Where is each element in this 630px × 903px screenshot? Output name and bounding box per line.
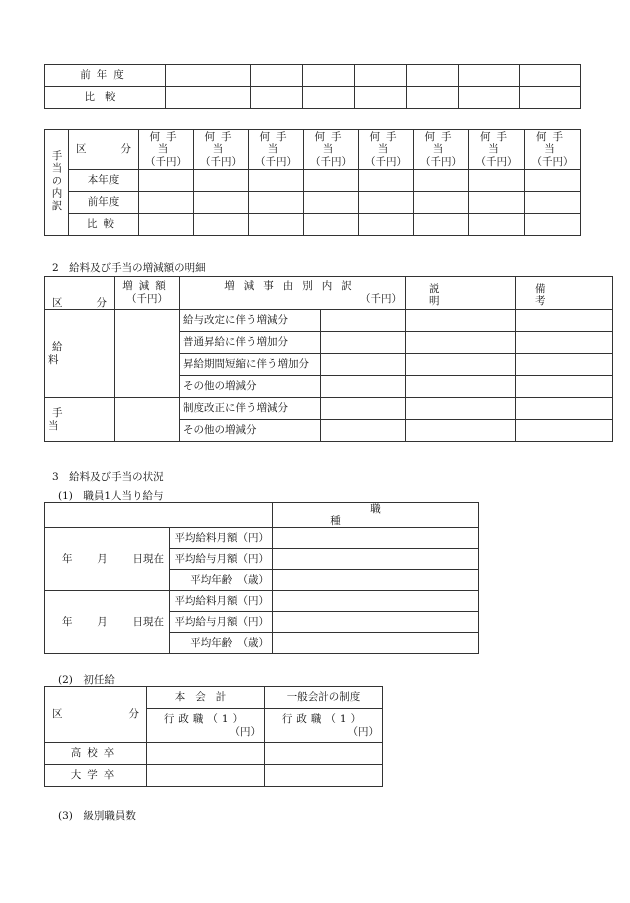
- col-header-remarks-label: 備考: [535, 282, 596, 307]
- table-cell: [265, 743, 383, 765]
- starting-salary-table: [44, 686, 383, 787]
- group-allowance-label: 手当: [48, 407, 89, 432]
- group-allowance: [45, 398, 115, 442]
- table-cell: [304, 170, 359, 192]
- section2-heading: 2 給料及び手当の増減額の明細: [52, 262, 206, 274]
- date-month: 月: [97, 616, 108, 629]
- col-header-reason-line2: （千円）: [360, 293, 402, 305]
- table-cell: [249, 192, 304, 214]
- reason-label: その他の増減分: [180, 376, 321, 398]
- col-header-allowance: [249, 130, 304, 170]
- table-cell: [273, 633, 479, 654]
- table-cell: [406, 310, 516, 332]
- col-header-this-account: 本会計: [147, 687, 265, 709]
- item-label: 平均年齢 （歳）: [170, 570, 273, 591]
- col-header-line2: （千円）: [310, 155, 352, 168]
- col-header-line1: 何手当: [149, 130, 183, 156]
- table-cell: [359, 170, 414, 192]
- corner-label-bun: 分: [96, 296, 107, 309]
- table-cell: [147, 743, 265, 765]
- reason-label: 制度改正に伴う増減分: [180, 398, 321, 420]
- col-header-allowance: [469, 130, 525, 170]
- sub-header-admin: [265, 709, 383, 743]
- table-cell: [321, 420, 406, 442]
- reason-label: 給与改定に伴う増減分: [180, 310, 321, 332]
- col-header-line2: （千円）: [255, 155, 297, 168]
- table-cell: [359, 214, 414, 236]
- row-label-compare: 比較: [45, 87, 166, 109]
- date-day: 日現在: [132, 616, 164, 629]
- col-header-allowance: [525, 130, 581, 170]
- reason-label: 昇給期間短縮に伴う増加分: [180, 354, 321, 376]
- item-label: 平均給料月額（円）: [170, 528, 273, 549]
- col-header-amount-line2: （千円）: [126, 293, 168, 305]
- col-header-job: [273, 503, 479, 528]
- table-cell: [359, 192, 414, 214]
- table-cell: [321, 398, 406, 420]
- corner-label-bun: 分: [120, 143, 131, 156]
- date-label: [45, 591, 170, 654]
- col-header-allowance: [359, 130, 414, 170]
- section3-heading: 3 給料及び手当の状況: [52, 471, 164, 483]
- col-header-allowance: [139, 130, 194, 170]
- table-cell: [139, 170, 194, 192]
- table-cell: [45, 503, 273, 528]
- col-header-line2: （千円）: [475, 155, 518, 168]
- col-header-general-account: 一般会計の制度: [265, 687, 383, 709]
- table-cell: [516, 420, 613, 442]
- table-cell: [139, 192, 194, 214]
- table-cell: [459, 65, 520, 87]
- col-header-reason-line1: 増減事由別内訳: [224, 280, 361, 293]
- table-cell: [166, 65, 251, 87]
- col-header-line2: （千円）: [145, 155, 187, 168]
- table-cell: [303, 65, 355, 87]
- row-label-high-school: 高校卒: [45, 743, 147, 765]
- allowance-breakdown-table: [44, 129, 581, 236]
- item-label: 平均給与月額（円）: [170, 612, 273, 633]
- col-header-reason: [180, 277, 406, 310]
- sub-header-line1: 行政職（1）: [281, 712, 366, 725]
- corner-label-ku: 区: [52, 296, 63, 309]
- table-cell: [194, 214, 249, 236]
- per-capita-salary-table: [44, 502, 479, 654]
- table-cell: [406, 354, 516, 376]
- table-cell: [321, 376, 406, 398]
- table-cell: [516, 332, 613, 354]
- top-comparison-table: [44, 64, 581, 109]
- corner-header: [69, 130, 139, 170]
- table-cell: [194, 192, 249, 214]
- table-cell: [273, 591, 479, 612]
- table-cell: [407, 65, 459, 87]
- table-cell: [321, 354, 406, 376]
- item-label: 平均年齢 （歳）: [170, 633, 273, 654]
- col-header-line1: 何手当: [536, 130, 569, 156]
- item-label: 平均給与月額（円）: [170, 549, 273, 570]
- table-cell: [406, 376, 516, 398]
- date-year: 年: [62, 553, 73, 566]
- table-cell: [516, 376, 613, 398]
- table-cell: [304, 214, 359, 236]
- table-cell: [525, 214, 581, 236]
- sub-header-line1: 行政職（1）: [163, 712, 248, 725]
- table-cell: [321, 332, 406, 354]
- sub-header-line2: （円）: [229, 725, 261, 738]
- table-cell: [273, 549, 479, 570]
- table-cell: [469, 192, 525, 214]
- corner-label-ku: 区: [76, 143, 87, 156]
- table-cell: [303, 87, 355, 109]
- row-label-this-year: 本年度: [69, 170, 139, 192]
- table-cell: [251, 87, 303, 109]
- table-cell: [147, 765, 265, 787]
- col-header-line2: （千円）: [200, 155, 242, 168]
- reason-label: 普通昇給に伴う増加分: [180, 332, 321, 354]
- table-cell: [525, 170, 581, 192]
- sub-header-admin: [147, 709, 265, 743]
- table-cell: [406, 420, 516, 442]
- col-header-line1: 何手当: [369, 130, 403, 156]
- date-year: 年: [62, 616, 73, 629]
- col-header-explain-label: 説明: [429, 282, 480, 307]
- table-cell: [265, 765, 383, 787]
- table-cell: [525, 192, 581, 214]
- row-label-prev-year: 前年度: [45, 65, 166, 87]
- section3-sub3: (3) 級別職員数: [58, 810, 136, 822]
- group-salary: [45, 310, 115, 398]
- col-header-line1: 何手当: [314, 130, 348, 156]
- sub-header-line2: （円）: [347, 725, 379, 738]
- date-label: [45, 528, 170, 591]
- corner-label-bun: 分: [128, 708, 139, 721]
- table-cell: [520, 65, 581, 87]
- row-label-compare: 比較: [69, 214, 139, 236]
- allowance-side-label: 手当の内訳: [45, 130, 69, 236]
- date-month: 月: [97, 553, 108, 566]
- row-label-prev-year: 前年度: [69, 192, 139, 214]
- col-header-allowance: [414, 130, 469, 170]
- col-header-amount: [115, 277, 180, 310]
- table-cell: [166, 87, 251, 109]
- col-header-allowance: [194, 130, 249, 170]
- date-day: 日現在: [132, 553, 164, 566]
- table-cell: [459, 87, 520, 109]
- table-cell: [406, 332, 516, 354]
- table-cell: [304, 192, 359, 214]
- table-cell: [139, 214, 194, 236]
- table-cell: [469, 214, 525, 236]
- table-cell: [273, 528, 479, 549]
- table-cell: [355, 87, 407, 109]
- table-cell: [194, 170, 249, 192]
- group-salary-label: 給料: [48, 341, 89, 366]
- col-header-line2: （千円）: [531, 155, 574, 168]
- table-cell: [249, 214, 304, 236]
- increase-decrease-table: [44, 276, 613, 442]
- row-label-university: 大学卒: [45, 765, 147, 787]
- table-cell: [414, 170, 469, 192]
- table-cell: [516, 354, 613, 376]
- reason-label: その他の増減分: [180, 420, 321, 442]
- table-cell: [249, 170, 304, 192]
- table-cell: [406, 398, 516, 420]
- table-cell: [273, 570, 479, 591]
- section3-sub1: (1) 職員1人当り給与: [58, 490, 164, 502]
- table-cell: [321, 310, 406, 332]
- col-header-allowance: [304, 130, 359, 170]
- corner-header: [45, 277, 115, 310]
- col-header-line2: （千円）: [420, 155, 462, 168]
- table-cell: [414, 192, 469, 214]
- table-cell: [355, 65, 407, 87]
- corner-label-ku: 区: [52, 708, 63, 721]
- col-header-line1: 何手当: [259, 130, 293, 156]
- section3-sub2: (2) 初任給: [58, 674, 115, 686]
- col-header-line1: 何手当: [204, 130, 238, 156]
- col-header-line1: 何手当: [480, 130, 513, 156]
- col-header-amount-line1: 増減額: [122, 280, 172, 293]
- col-header-explain: [406, 277, 516, 310]
- table-cell: [115, 310, 180, 398]
- table-cell: [251, 65, 303, 87]
- col-header-line2: （千円）: [365, 155, 407, 168]
- col-header-line1: 何手当: [424, 130, 458, 156]
- table-cell: [407, 87, 459, 109]
- col-header-job-label: 職種: [330, 503, 461, 528]
- table-cell: [469, 170, 525, 192]
- table-cell: [273, 612, 479, 633]
- table-cell: [115, 398, 180, 442]
- table-cell: [414, 214, 469, 236]
- table-cell: [520, 87, 581, 109]
- table-cell: [516, 398, 613, 420]
- item-label: 平均給料月額（円）: [170, 591, 273, 612]
- corner-header: [45, 687, 147, 743]
- col-header-remarks: [516, 277, 613, 310]
- table-cell: [516, 310, 613, 332]
